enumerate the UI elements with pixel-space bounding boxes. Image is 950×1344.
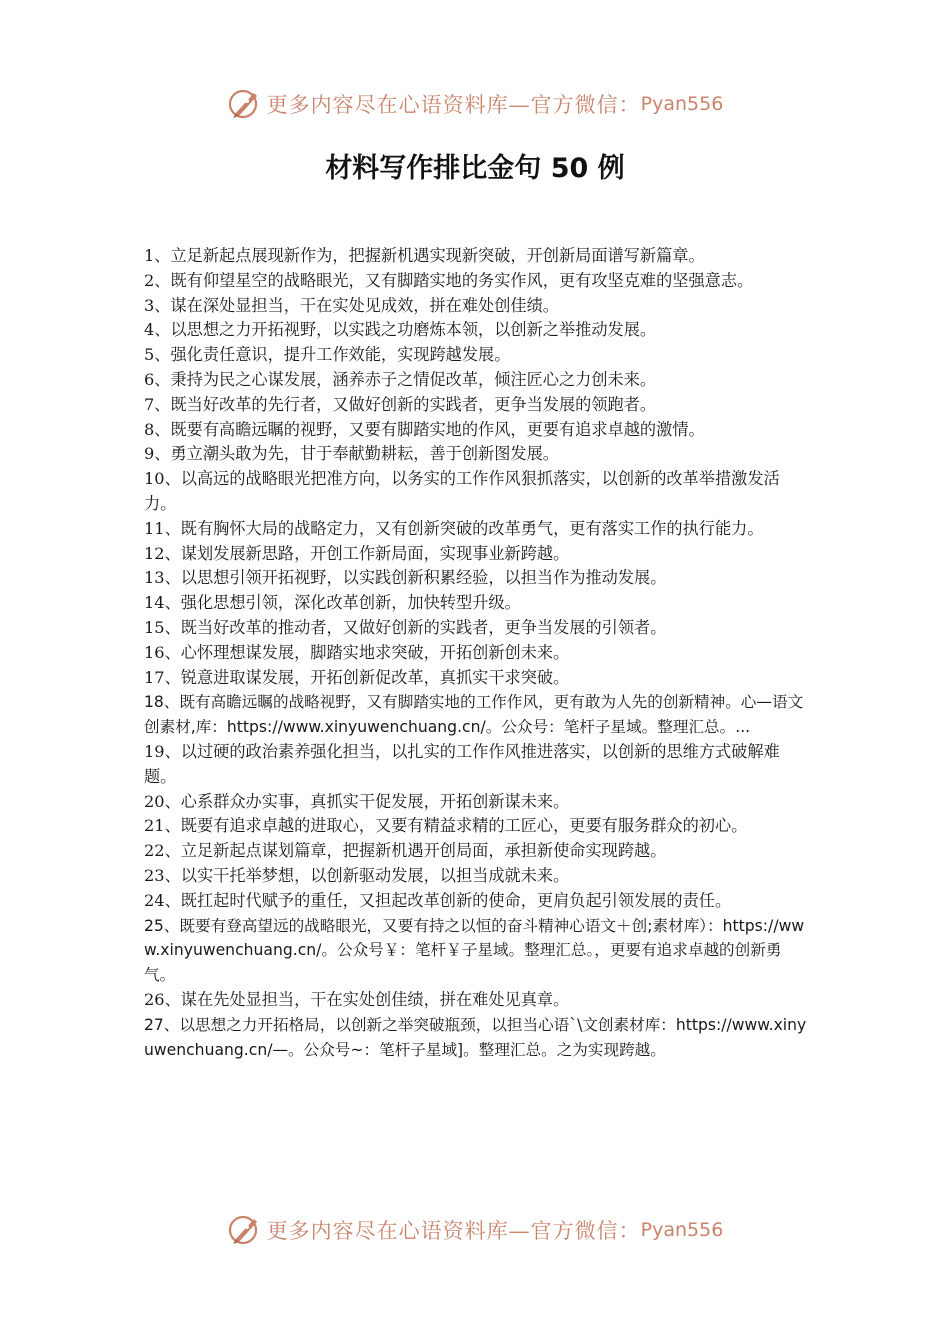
list-item: 9、勇立潮头敢为先，甘于奉献勤耕耘，善于创新图发展。: [144, 444, 559, 464]
list-item: 5、强化责任意识，提升工作效能，实现跨越发展。: [144, 345, 511, 365]
list-item: 27、以思想之力开拓格局，以创新之举突破瓶颈，以担当心语`\文创素材库：https://www.xinyuwenchuang.cn/—。公众号~：笔杆子星域]。整理汇总。之为实现跨越。: [144, 1015, 807, 1059]
header-watermark-text: 更多内容尽在心语资料库—官方微信：: [266, 93, 641, 117]
list-item: 19、以过硬的政治素养强化担当，以扎实的工作作风推进落实，以创新的思维方式破解难题。: [144, 741, 780, 786]
list-item: 26、谋在先处显担当，干在实处创佳绩，拼在难处见真章。: [144, 989, 570, 1009]
list-item: 17、锐意进取谋发展，开拓创新促改革，真抓实干求突破。: [144, 667, 570, 687]
list-item: 15、既当好改革的推动者，又做好创新的实践者，更争当发展的引领者。: [144, 617, 667, 637]
list-item: 22、立足新起点谋划篇章，把握新机遇开创局面，承担新使命实现跨越。: [144, 841, 667, 861]
list-item: 6、秉持为民之心谋发展，涵养赤子之情促改革，倾注匠心之力创未来。: [144, 369, 657, 389]
pen-logo-icon: [227, 1213, 261, 1247]
list-item: 3、谋在深处显担当，干在实处见成效，拼在难处创佳绩。: [144, 295, 559, 315]
list-item: 1、立足新起点展现新作为，把握新机遇实现新突破，开创新局面谱写新篇章。: [144, 246, 705, 265]
footer-watermark: [0, 1212, 950, 1248]
list-item: 14、强化思想引领，深化改革创新，加快转型升级。: [144, 593, 521, 613]
list-item: 8、既要有高瞻远瞩的视野，又要有脚踏实地的作风，更要有追求卓越的激情。: [144, 419, 705, 439]
list-item: 24、既扛起时代赋予的重任，又担起改革创新的使命，更肩负起引领发展的责任。: [144, 890, 732, 910]
list-item: 23、以实干托举梦想，以创新驱动发展，以担当成就未来。: [144, 865, 570, 885]
pen-logo-icon: [227, 87, 261, 121]
list-item: 18、既有高瞻远瞩的战略视野，又有脚踏实地的工作作风，更有敢为人先的创新精神。心—语文创素材,库：https://www.xinyuwenchuang.cn/。公众号：笔杆子星域。整理汇总。...: [144, 693, 804, 737]
footer-watermark-id: Pyan556: [640, 1219, 724, 1241]
header-watermark-id: Pyan556: [640, 93, 724, 115]
list-item: 16、心怀理想谋发展，脚踏实地求突破，开拓创新创未来。: [144, 642, 570, 662]
list-item: 25、既要有登高望远的战略眼光，又要有持之以恒的奋斗精神心语文＋创;素材库）：https://www.xinyuwenchuang.cn/。公众号￥：笔杆￥子星域。整理汇总。，更要有追求卓越的创新勇气。: [144, 916, 805, 985]
list-item: 20、心系群众办实事，真抓实干促发展，开拓创新谋未来。: [144, 791, 570, 811]
list-item: 7、既当好改革的先行者，又做好创新的实践者，更争当发展的领跑者。: [144, 394, 657, 414]
list-item: 10、以高远的战略眼光把准方向，以务实的工作作风狠抓落实，以创新的改革举措激发活力。: [144, 469, 780, 513]
header-watermark: [0, 86, 950, 122]
list-item: 2、既有仰望星空的战略眼光，又有脚踏实地的务实作风，更有攻坚克难的坚强意志。: [144, 270, 754, 290]
list-item: 12、谋划发展新思路，开创工作新局面，实现事业新跨越。: [144, 543, 570, 563]
list-item: 21、既要有追求卓越的进取心，又要有精益求精的工匠心，更要有服务群众的初心。: [144, 816, 748, 836]
footer-watermark-text: 更多内容尽在心语资料库—官方微信：: [266, 1219, 641, 1243]
list-item: 11、既有胸怀大局的战略定力，又有创新突破的改革勇气，更有落实工作的执行能力。: [144, 518, 764, 538]
page-title: 材料写作排比金句 50 例: [325, 153, 625, 184]
list-item: 4、以思想之力开拓视野，以实践之功磨炼本领，以创新之举推动发展。: [144, 320, 657, 340]
list-item: 13、以思想引领开拓视野，以实践创新积累经验，以担当作为推动发展。: [144, 568, 667, 588]
sentence-list: [144, 244, 808, 1062]
